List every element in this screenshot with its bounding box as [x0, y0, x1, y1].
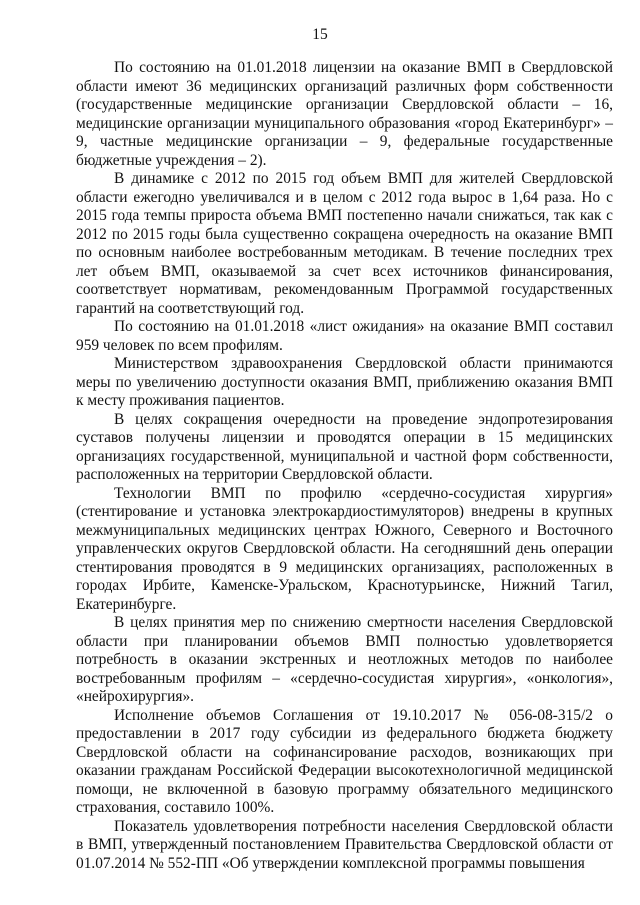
- paragraph-waiting-list: По состоянию на 01.01.2018 «лист ожидания» на оказание ВМП составил 959 человек по всем профилям.: [76, 318, 613, 354]
- document-body: [76, 59, 613, 873]
- page-number: 15: [312, 26, 328, 43]
- paragraph-indicator: Показатель удовлетворения потребности населения Свердловской области в ВМП, утвержденный постановлением Правительства Свердловской области от 01.07.2014 № 552-ПП «Об утверждении комплексной программы повышения: [76, 817, 613, 872]
- paragraph-endoprosthetics: В целях сокращения очередности на проведение эндопротезирования суставов получены лицензии и проводятся операции в 15 медицинских организациях государственной, муниципальной и частной форм собственности, расположенных на территории Свердловской области.: [76, 410, 613, 483]
- paragraph-dynamics: В динамике с 2012 по 2015 год объем ВМП для жителей Свердловской области ежегодно увеличивался и в целом с 2012 года вырос в 1,64 раза. Но с 2015 года темпы прироста объема ВМП постепенно начали снижаться, так как с 2012 по 2015 годы была существенно сокращена очередность на оказание ВМП по основным наиболее востребованным методикам. В течение последних трех лет объем ВМП, оказываемой за счет всех источников финансирования, соответствует нормативам, рекомендованным Программой государственных гарантий на соответствующий год.: [76, 170, 613, 317]
- paragraph-licenses: По состоянию на 01.01.2018 лицензии на оказание ВМП в Свердловской области имеют 36 медицинских организаций различных форм собственности (государственные медицинские организации Свердловской области – 16, медицинские организации муниципального образования «город Екатеринбург» – 9, частные медицинские организации – 9, федеральные государственные бюджетные учреждения – 2).: [76, 59, 613, 169]
- paragraph-cardiac-surgery: Технологии ВМП по профилю «сердечно-сосудистая хирургия» (стентирование и установка электрокардиостимуляторов) внедрены в крупных межмуниципальных медицинских центрах Южного, Северного и Восточного управленческих округов Свердловской области. На сегодняшний день операции стентирования проводятся в 9 медицинских организациях, расположенных в городах Ирбите, Каменске-Уральском, Краснотурьинске, Нижний Тагил, Екатеринбурге.: [76, 484, 613, 613]
- paragraph-mortality: В целях принятия мер по снижению смертности населения Свердловской области при планировании объемов ВМП полностью удовлетворяется потребность в оказании экстренных и неотложных методов по наиболее востребованным профилям – «сердечно-сосудистая хирургия», «онкология», «нейрохирургия».: [76, 614, 613, 705]
- paragraph-ministry-measures: Министерством здравоохранения Свердловской области принимаются меры по увеличению доступности оказания ВМП, приближению оказания ВМП к месту проживания пациентов.: [76, 355, 613, 409]
- paragraph-agreement: Исполнение объемов Соглашения от 19.10.2017 № 056-08-315/2 о предоставлении в 2017 году субсидии из федерального бюджета бюджету Свердловской области на софинансирование расходов, возникающих при оказании гражданам Российской Федерации высокотехнологичной медицинской помощи, не включенной в базовую программу обязательного медицинского страхования, составило 100%.: [76, 706, 613, 816]
